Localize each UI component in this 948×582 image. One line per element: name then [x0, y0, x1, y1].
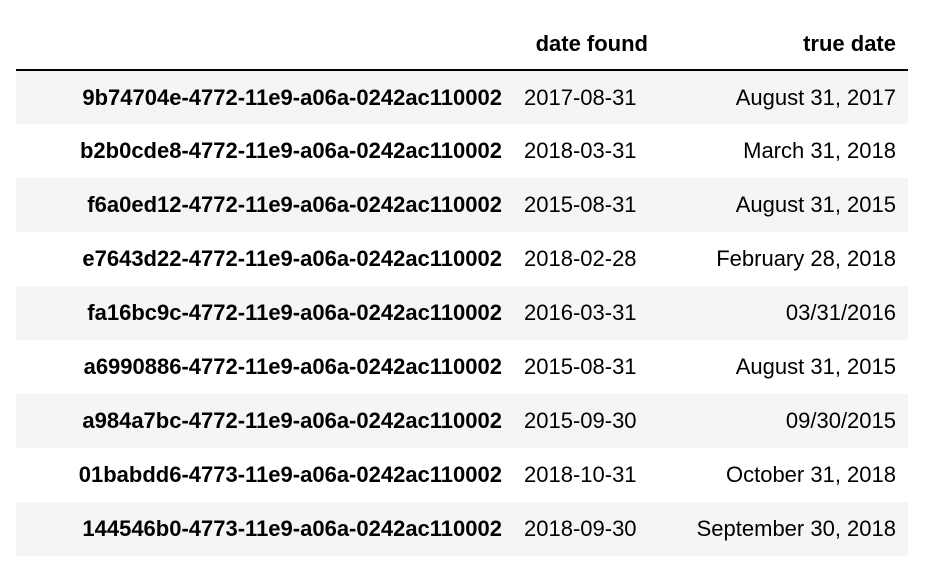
dataframe-table — [16, 18, 908, 556]
date-found-cell: 2015-08-31 — [524, 192, 637, 217]
true-date-cell: August 31, 2015 — [735, 192, 896, 217]
header-row — [16, 18, 908, 70]
date-found-cell: 2015-09-30 — [524, 408, 637, 433]
table-row — [16, 394, 908, 448]
true-date-cell: September 30, 2018 — [696, 516, 896, 541]
row-index: 01babdd6-4773-11e9-a06a-0242ac110002 — [78, 462, 502, 487]
row-index: a984a7bc-4772-11e9-a06a-0242ac110002 — [82, 408, 502, 433]
true-date-cell: August 31, 2017 — [735, 84, 896, 110]
table-header — [16, 18, 908, 70]
row-index: f6a0ed12-4772-11e9-a06a-0242ac110002 — [87, 192, 502, 217]
date-found-cell: 2018-02-28 — [524, 246, 637, 271]
date-found-cell: 2018-10-31 — [524, 462, 637, 487]
date-found-cell: 2015-08-31 — [524, 354, 637, 379]
table-row — [16, 124, 908, 178]
table-row — [16, 286, 908, 340]
row-index: 144546b0-4773-11e9-a06a-0242ac110002 — [82, 516, 502, 541]
table-row — [16, 70, 908, 124]
date-found-header: date found — [514, 18, 660, 70]
row-index: e7643d22-4772-11e9-a06a-0242ac110002 — [82, 246, 502, 271]
row-index: 9b74704e-4772-11e9-a06a-0242ac110002 — [82, 84, 502, 110]
row-index: b2b0cde8-4772-11e9-a06a-0242ac110002 — [79, 138, 502, 163]
row-index: a6990886-4772-11e9-a06a-0242ac110002 — [83, 354, 502, 379]
true-date-cell: August 31, 2015 — [735, 354, 896, 379]
table-row — [16, 502, 908, 556]
true-date-cell: March 31, 2018 — [743, 138, 896, 163]
true-date-cell: 03/31/2016 — [785, 300, 896, 325]
true-date-cell: February 28, 2018 — [716, 246, 896, 271]
true-date-header: true date — [660, 18, 908, 70]
dataframe-container — [16, 18, 908, 556]
table-row — [16, 340, 908, 394]
date-found-cell: 2017-08-31 — [524, 84, 637, 110]
row-index: fa16bc9c-4772-11e9-a06a-0242ac110002 — [87, 300, 502, 325]
date-found-cell: 2018-03-31 — [524, 138, 637, 163]
index-header — [16, 18, 514, 70]
date-found-cell: 2016-03-31 — [524, 300, 637, 325]
true-date-cell: October 31, 2018 — [725, 462, 896, 487]
table-body — [16, 70, 908, 556]
table-row — [16, 232, 908, 286]
true-date-cell: 09/30/2015 — [785, 408, 896, 433]
date-found-cell: 2018-09-30 — [524, 516, 637, 541]
table-row — [16, 448, 908, 502]
table-row — [16, 178, 908, 232]
